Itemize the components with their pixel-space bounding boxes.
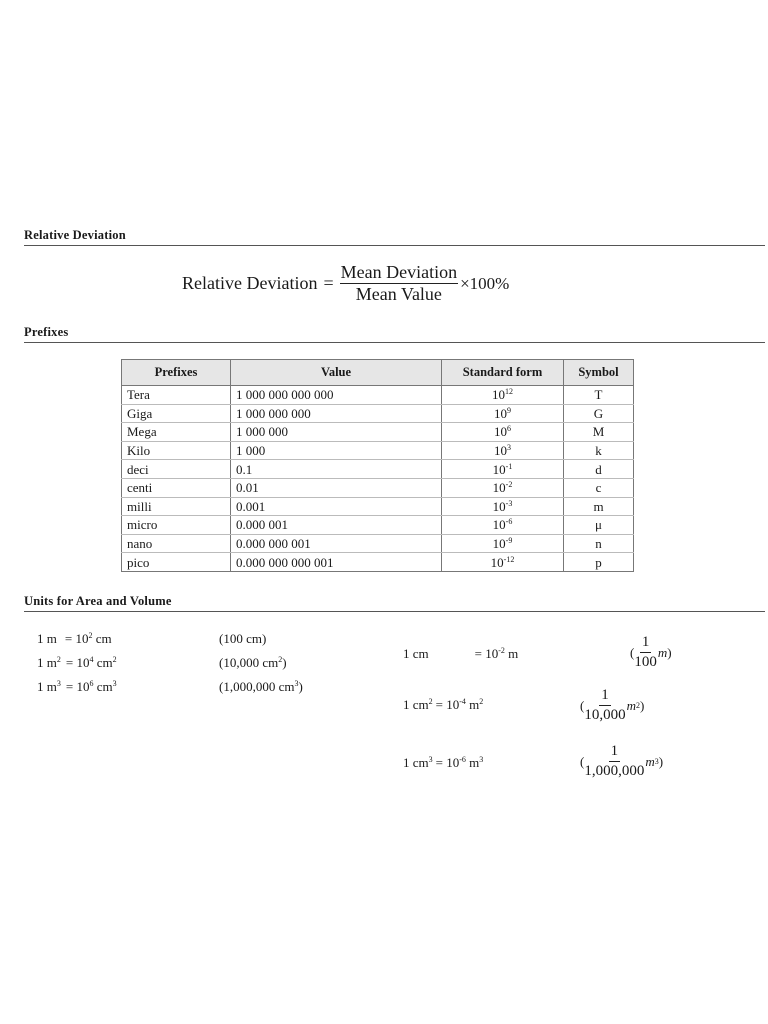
unit-eq-exponent: -6 [459, 755, 466, 764]
standard-form-exponent: 3 [507, 443, 511, 453]
cell-prefix: deci [122, 460, 231, 479]
formula-numerator: Mean Deviation [340, 262, 458, 282]
header-symbol: Symbol [564, 360, 634, 386]
unit-lhs: 1 m [37, 655, 57, 670]
header-standard-form: Standard form [442, 360, 564, 386]
cell-prefix: micro [122, 516, 231, 535]
prefix-table [121, 359, 634, 572]
section-heading-prefixes: Prefixes [24, 325, 765, 343]
unit-rhs: m [504, 646, 519, 661]
standard-form-base: 10 [492, 480, 506, 496]
fraction-numerator: 1 [609, 742, 621, 762]
close-paren: ) [667, 644, 672, 660]
unit-eq: = 10 [65, 655, 90, 670]
standard-form-exponent: -1 [505, 461, 513, 471]
unit-rhs-exponent: 2 [479, 697, 484, 706]
cell-symbol: T [564, 386, 634, 405]
formula-fraction [340, 262, 458, 305]
cell-value: 0.000 001 [231, 516, 442, 535]
unit-lhs: 1 cm [403, 697, 429, 712]
unit-eq-exponent: -4 [459, 697, 466, 706]
close-paren: ) [639, 697, 645, 713]
unit-fraction-equivalent: ( $\frac{1}{1,000,000}$ m 3 ) [580, 743, 664, 779]
formula-equals: = [323, 273, 334, 293]
cell-standard-form [442, 497, 564, 516]
equivalent-close: ) [298, 679, 303, 694]
standard-form-exponent: 9 [507, 405, 511, 415]
unit-eq-exponent: 6 [89, 679, 94, 688]
unit-rhs: cm [93, 679, 113, 694]
equivalent-close: ) [282, 655, 287, 670]
cell-standard-form [442, 423, 564, 442]
standard-form-exponent: -3 [505, 498, 513, 508]
standard-form-base: 10 [494, 443, 507, 459]
formula-lhs: Relative Deviation [182, 273, 318, 293]
cell-symbol: k [564, 441, 634, 460]
unit-eq-exponent: 4 [89, 655, 94, 664]
open-paren: ( [630, 644, 635, 660]
table-row [122, 441, 634, 460]
cell-standard-form [442, 534, 564, 553]
section-heading-units: Units for Area and Volume [24, 594, 765, 612]
unit-eq: = 10 [64, 631, 89, 646]
unit-lhs-exponent: 3 [56, 679, 61, 688]
table-header-row [122, 360, 634, 386]
cell-symbol: d [564, 460, 634, 479]
unit-equation-right [403, 646, 518, 662]
standard-form-base: 10 [492, 461, 506, 477]
cell-symbol: M [564, 423, 634, 442]
standard-form-base: 10 [494, 424, 507, 440]
cell-symbol: G [564, 404, 634, 423]
cell-value: 1 000 [231, 441, 442, 460]
cell-prefix: milli [122, 497, 231, 516]
fraction-numerator: 1 [640, 633, 652, 653]
standard-form-exponent: -6 [505, 517, 513, 527]
unit-eq: = 10 [435, 697, 460, 712]
unit-rhs-exponent: 2 [112, 655, 117, 664]
equivalent-value: (1,000,000 cm [219, 679, 295, 694]
standard-form-exponent: -2 [505, 480, 513, 490]
unit-rhs: m [465, 697, 480, 712]
equivalent-exponent: 3 [294, 679, 299, 688]
unit-lhs: 1 cm [403, 646, 429, 661]
cell-value: 0.001 [231, 497, 442, 516]
unit-rhs: m [465, 755, 480, 770]
unit-rhs: cm [93, 655, 113, 670]
cell-prefix: centi [122, 478, 231, 497]
unit-equation-left [37, 631, 112, 647]
equivalent-value: (10,000 cm [219, 655, 279, 670]
header-value: Value [231, 360, 442, 386]
cell-prefix: Tera [122, 386, 231, 405]
cell-standard-form [442, 386, 564, 405]
cell-value: 1 000 000 000 [231, 404, 442, 423]
cell-standard-form [442, 441, 564, 460]
table-row [122, 516, 634, 535]
fraction-denominator: 10,000 [584, 707, 626, 723]
standard-form-base: 10 [494, 405, 507, 421]
unit-equivalent-left [219, 631, 266, 647]
table-row [122, 478, 634, 497]
cell-prefix: Giga [122, 404, 231, 423]
equivalent-close: ) [261, 631, 267, 646]
cell-prefix: pico [122, 553, 231, 572]
unit-lhs-exponent: 2 [428, 697, 433, 706]
cell-value: 1 000 000 000 000 [231, 386, 442, 405]
equivalent-value: (100 cm [219, 631, 262, 646]
table-row [122, 497, 634, 516]
cell-symbol: μ [564, 516, 634, 535]
unit-equation-right [403, 697, 483, 713]
cell-standard-form [442, 516, 564, 535]
unit-rhs-exponent: 3 [479, 755, 484, 764]
unit-eq: = 10 [435, 755, 460, 770]
formula-multiplier: ×100% [460, 273, 510, 293]
equivalent-exponent: 2 [278, 655, 283, 664]
unit-lhs: 1 m [37, 631, 57, 646]
unit-lhs-exponent: 3 [428, 755, 433, 764]
unit-rhs: cm [92, 631, 112, 646]
unit-eq: = 10 [65, 679, 90, 694]
fraction [584, 742, 644, 781]
standard-form-exponent: -9 [505, 536, 513, 546]
cell-standard-form [442, 478, 564, 497]
standard-form-base: 10 [492, 498, 506, 514]
unit-fraction-equivalent [630, 633, 672, 672]
relative-deviation-formula [182, 262, 509, 305]
fraction-denominator: 1,000,000 [584, 763, 645, 779]
unit-eq-exponent: 2 [88, 631, 93, 640]
unit-lhs-exponent: 2 [56, 655, 61, 664]
cell-symbol: m [564, 497, 634, 516]
table-row [122, 534, 634, 553]
standard-form-exponent: 6 [507, 424, 511, 434]
fraction-denominator: 100 [634, 654, 657, 670]
standard-form-exponent: -12 [503, 554, 515, 564]
standard-form-base: 10 [492, 517, 506, 533]
fraction-unit: m [645, 753, 655, 769]
standard-form-exponent: 12 [505, 387, 513, 397]
unit-equation-right [403, 755, 483, 771]
fraction-unit: m [657, 644, 668, 660]
cell-value: 0.000 000 001 [231, 534, 442, 553]
section-heading-relative-deviation: Relative Deviation [24, 228, 765, 246]
table-row [122, 404, 634, 423]
unit-lhs: 1 m [37, 679, 57, 694]
cell-symbol: c [564, 478, 634, 497]
fraction [584, 686, 625, 725]
cell-value: 0.1 [231, 460, 442, 479]
table-row [122, 386, 634, 405]
fraction-numerator: 1 [599, 686, 611, 706]
standard-form-base: 10 [492, 387, 505, 403]
formula-denominator: Mean Value [355, 284, 442, 304]
cell-symbol: n [564, 534, 634, 553]
close-paren: ) [658, 753, 664, 769]
unit-fraction-equivalent: ( $\frac{1}{10,000}$ m 2 ) [580, 687, 645, 723]
cell-prefix: Mega [122, 423, 231, 442]
cell-value: 0.01 [231, 478, 442, 497]
header-prefixes: Prefixes [122, 360, 231, 386]
unit-rhs-exponent: 3 [112, 679, 117, 688]
standard-form-base: 10 [492, 536, 506, 552]
unit-lhs: 1 cm [403, 755, 429, 770]
table-row [122, 423, 634, 442]
unit-equation-left [37, 679, 117, 695]
unit-equation-left [37, 655, 117, 671]
cell-standard-form [442, 553, 564, 572]
standard-form-base: 10 [490, 554, 504, 570]
unit-equivalent-left [219, 679, 303, 695]
cell-standard-form [442, 460, 564, 479]
fraction-unit: m [626, 697, 636, 713]
cell-symbol: p [564, 553, 634, 572]
open-paren: ( [580, 753, 585, 769]
unit-equivalent-left [219, 655, 287, 671]
cell-value: 0.000 000 000 001 [231, 553, 442, 572]
table-row [122, 553, 634, 572]
unit-eq-exponent: -2 [498, 646, 505, 655]
cell-standard-form [442, 404, 564, 423]
open-paren: ( [580, 697, 585, 713]
table-row [122, 460, 634, 479]
cell-prefix: nano [122, 534, 231, 553]
fraction [634, 633, 657, 672]
cell-prefix: Kilo [122, 441, 231, 460]
cell-value: 1 000 000 [231, 423, 442, 442]
unit-eq: = 10 [474, 646, 499, 661]
